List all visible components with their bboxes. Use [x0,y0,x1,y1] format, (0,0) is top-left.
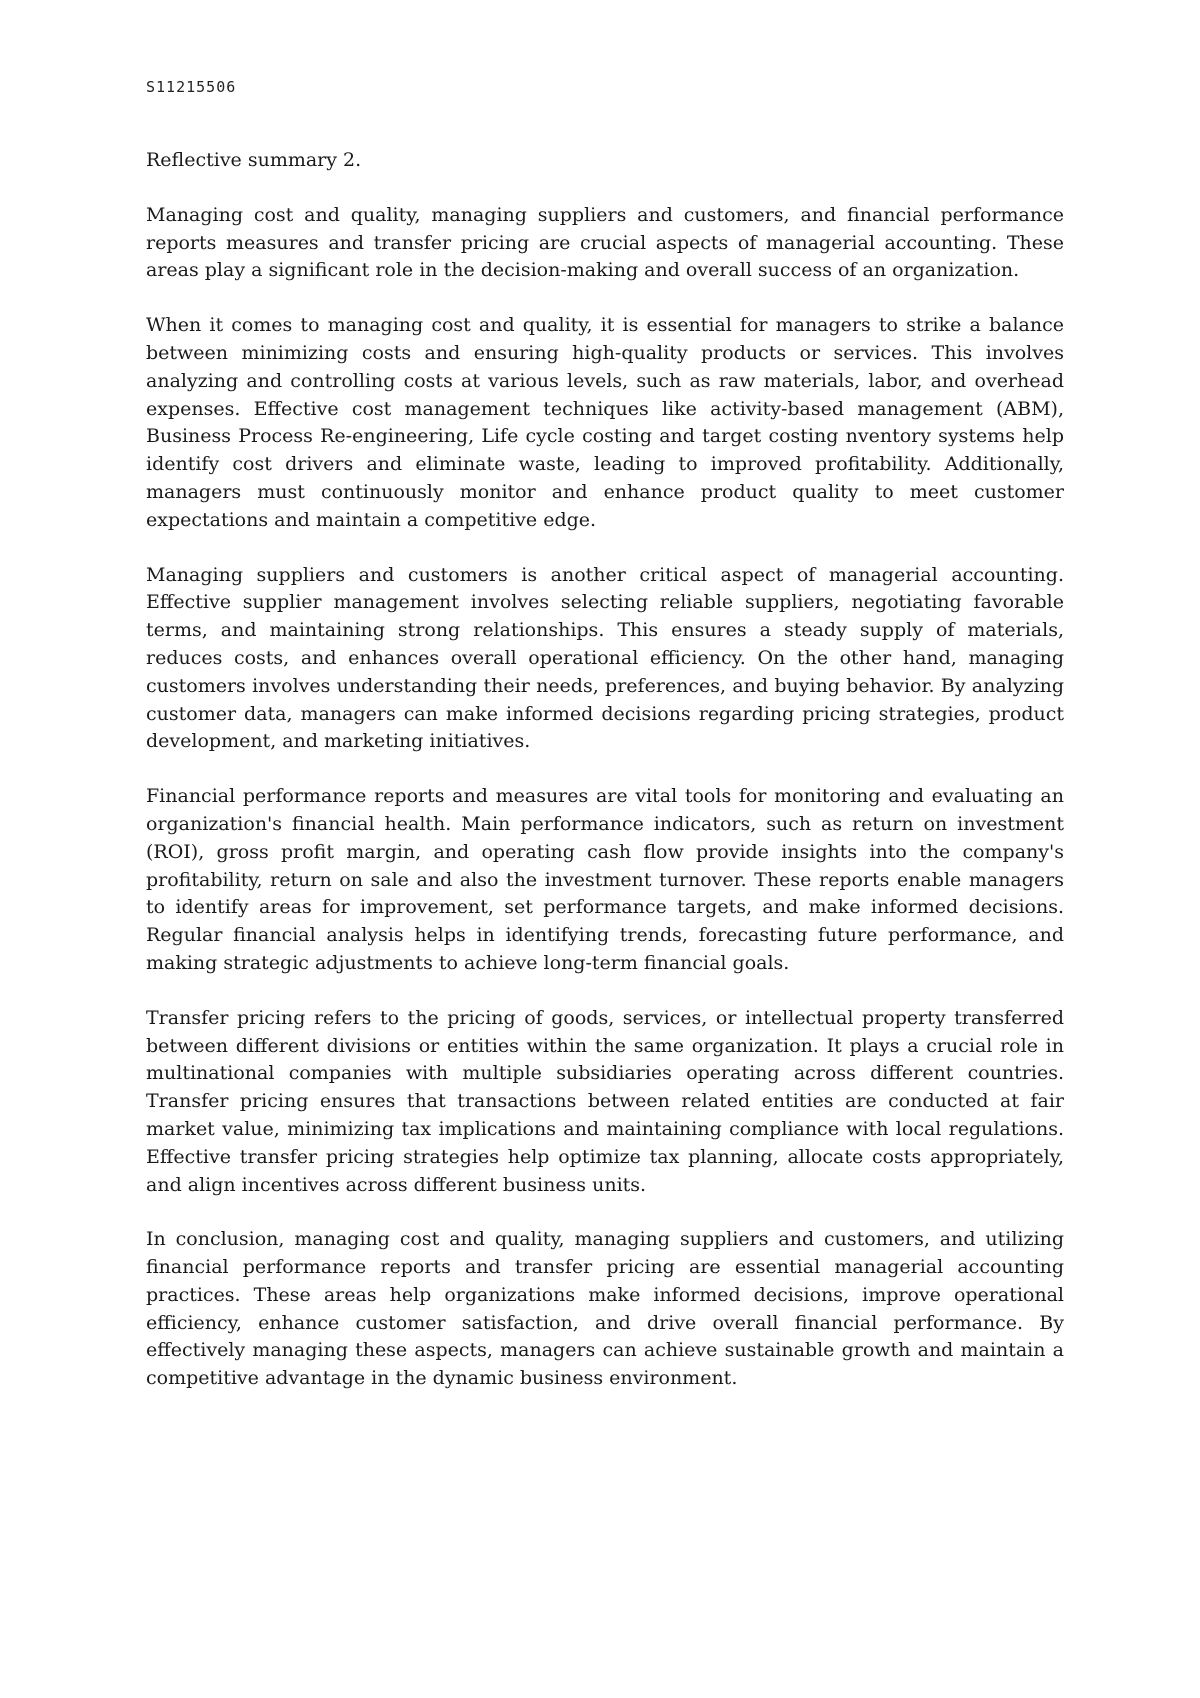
paragraph-suppliers-customers: Managing suppliers and customers is another critical aspect of managerial accounting. Effective supplier management involves selecting reliable suppliers, negotiating favorable terms, and maintaining strong relationships. This ensures a steady supply of materials, reduces costs, and enhances overall operational efficiency. On the other hand, managing customers involves understanding their needs, preferences, and buying behavior. By analyzing customer data, managers can make informed decisions regarding pricing strategies, product development, and marketing initiatives. [146,563,1064,753]
paragraph-introduction: Managing cost and quality, managing suppliers and customers, and financial performance reports measures and transfer pricing are crucial aspects of managerial accounting. These areas play a significant role in the decision-making and overall success of an organization. [146,203,1064,282]
paragraph-conclusion: In conclusion, managing cost and quality, managing suppliers and customers, and utilizing financial performance reports and transfer pricing are essential managerial accounting practices. These areas help organizations make informed decisions, improve operational efficiency, enhance customer satisfaction, and drive overall financial performance. By effectively managing these aspects, managers can achieve sustainable growth and maintain a competitive advantage in the dynamic business environment. [146,1228,1064,1390]
paragraph-cost-quality: When it comes to managing cost and quality, it is essential for managers to strike a balance between minimizing costs and ensuring high-quality products or services. This involves analyzing and controlling costs at various levels, such as raw materials, labor, and overhead expenses. Effective cost management techniques like activity-based management (ABM), Business Process Re-engineering, Life cycle costing and target costing nventory systems help identify cost drivers and eliminate waste, leading to improved profitability. Additionally, managers must continuously monitor and enhance product quality to meet customer expectations and maintain a competitive edge. [146,314,1064,531]
document-title: Reflective summary 2. [146,149,362,171]
paragraph-financial-performance: Financial performance reports and measures are vital tools for monitoring and evaluating an organization's financial health. Main performance indicators, such as return on investment (ROI), gross profit margin, and operating cash flow provide insights into the company's profitability, return on sale and also the investment turnover. These reports enable managers to identify areas for improvement, set performance targets, and make informed decisions. Regular financial analysis helps in identifying trends, forecasting future performance, and making strategic adjustments to achieve long-term financial goals. [146,785,1064,974]
student-id: S11215506 [146,78,237,96]
document-body [146,147,1064,1420]
paragraph-transfer-pricing: Transfer pricing refers to the pricing of goods, services, or intellectual property transferred between different divisions or entities within the same organization. It plays a crucial role in multinational companies with multiple subsidiaries operating across different countries. Transfer pricing ensures that transactions between related entities are conducted at fair market value, minimizing tax implications and maintaining compliance with local regulations. Effective transfer pricing strategies help optimize tax planning, allocate costs appropriately, and align incentives across different business units. [146,1006,1064,1196]
